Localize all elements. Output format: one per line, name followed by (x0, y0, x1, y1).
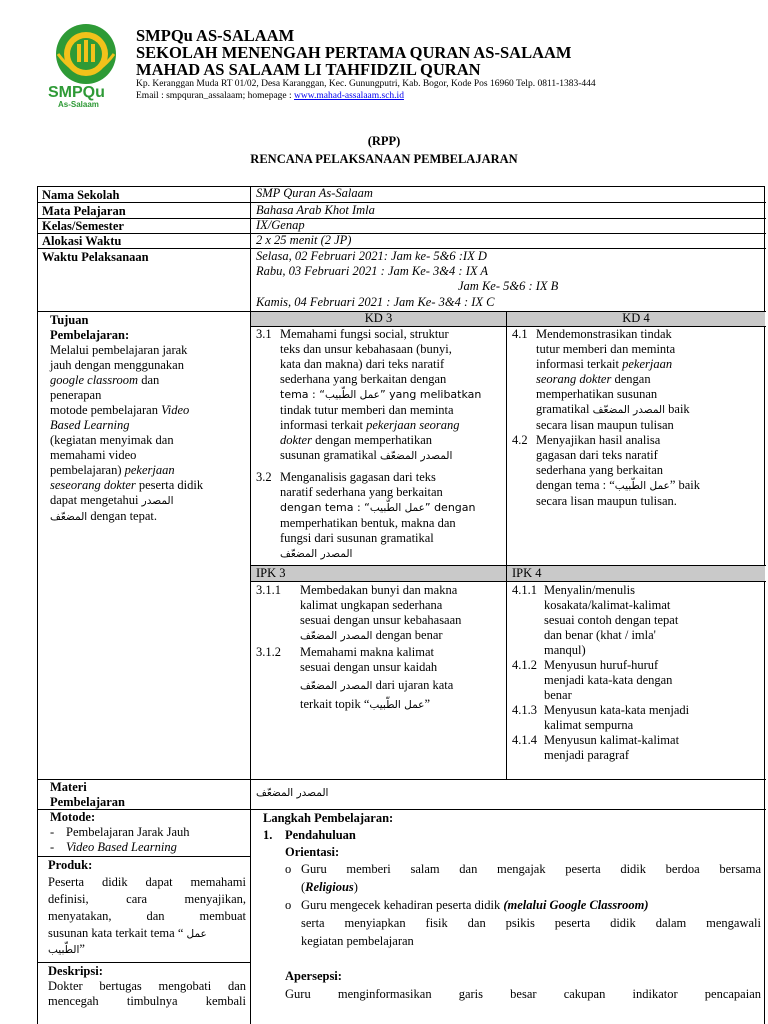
label-alokasi: Alokasi Waktu (42, 234, 122, 248)
rpp-table (37, 186, 765, 1024)
mahad-name: MAHAD AS SALAAM LI TAHFIDZIL QURAN (136, 60, 481, 79)
materi-value: المصدر المضعّف (256, 787, 329, 799)
ipk3-items: 3.1.1 Membedakan bunyi dan makna kalimat ungkapan sederhana sesuai dengan unsur kebahasaan المصدر المضعّف dengan benar 3.1.2 Memahami makna kalimat sesuai dengan unsur kaidah المصدر المضعّف dari ujaran kata terkait topik “عمل الطّبيب” (256, 583, 462, 711)
metode-section: Motode: - Pembelajaran Jarak Jauh - Video Based Learning (50, 810, 190, 854)
logo-text: SMPQu (48, 84, 105, 101)
materi-label: Materi Pembelajaran (50, 780, 125, 809)
label-nama-sekolah: Nama Sekolah (42, 188, 120, 202)
kd4-header: KD 4 (622, 311, 650, 325)
school-full-name: SEKOLAH MENENGAH PERTAMA QURAN AS-SALAAM (136, 43, 572, 62)
school-short-name: SMPQu AS-SALAAM (136, 26, 295, 45)
tujuan-pembelajaran: Tujuan Pembelajaran: Melalui pembelajaran jarak jauh dengan menggunakan google classroom dan penerapan motode pembelajaran Video Based Learning (kegiatan menyimak dan memahami video pembelajaran) pekerjaan seseorang dokter peserta didik dapat mengetahui المصدر المضعّف dengan tepat. (50, 313, 204, 523)
school-contact: Email : smpquran_assalaam; homepage : www.mahad-assalaam.sch.id (136, 91, 404, 101)
deskripsi-section: Deskripsi: Dokter bertugas mengobati dan mencegah timbulnya kembali (48, 964, 246, 1008)
school-address: Kp. Keranggan Muda RT 01/02, Desa Karanggan, Kec. Gunungputri, Kab. Bogor, Kode Pos 16960 Telp. 0811-1383-444 (136, 79, 596, 89)
waktu-line-3: Jam Ke- 5&6 : IX B (458, 279, 559, 293)
label-waktu: Waktu Pelaksanaan (42, 250, 149, 264)
value-nama-sekolah: SMP Quran As-Salaam (256, 186, 373, 200)
kd4-content: 4.1 Mendemonstrasikan tindak tutur memberi dan meminta informasi terkait pekerjaan seorang dokter dengan memperhatikan susunan gramatikal المصدر المضعّف baik secara lisan maupun tulisan 4.2 Menyajikan hasil analisa gagasan dari teks naratif sederhana yang berkaitan dengan tema : “عمل الطّبيب” baik secara lisan maupun tulisan. (512, 327, 701, 508)
ipk4-header: IPK 4 (512, 566, 542, 580)
langkah-pembelajaran: Langkah Pembelajaran: 1. Pendahuluan Orientasi: o Guru memberi salam dan mengajak peserta didik berdoa bersama (Religious) o Guru mengecek kehadiran peserta didik (melalui Google Classroom) serta menyiapkan fisik dan psikis peserta didik dalam mengawali kegiatan pembelajaran Apersepsi: Guru menginformasikan garis besar cakupan indikator pencapaian (263, 811, 761, 1002)
waktu-line-1: Selasa, 02 Februari 2021: Jam ke- 5&6 :IX D (256, 249, 487, 263)
doc-title: RENCANA PELAKSANAAN PEMBELAJARAN (250, 152, 518, 166)
value-mata-pelajaran: Bahasa Arab Khot Imla (256, 203, 375, 217)
value-alokasi: 2 x 25 menit (2 JP) (256, 233, 352, 247)
letterhead (46, 22, 746, 108)
kd3-header: KD 3 (364, 311, 393, 325)
ipk4-items: 4.1.1 Menyalin/menulis kosakata/kalimat-kalimat sesuai contoh dengan tepat dan benar (khat / imla' manqul) 4.1.2 Menyusun huruf-huruf menjadi kata-kata dengan benar 4.1.3 Menyusun kata-kata menjadi kalimat sempurna 4.1.4 Menyusun kalimat-kalimat menjadi paragraf (512, 583, 690, 762)
produk-section: Produk: Peserta didik dapat memahami definisi, cara menyajikan, menyatakan, dan membuat susunan kata terkait tema “ عمل الطّبيب” (48, 858, 246, 956)
doc-rpp: (RPP) (367, 134, 401, 148)
waktu-line-4: Kamis, 04 Februari 2021 : Jam Ke- 3&4 : IX C (256, 295, 495, 309)
ipk3-header: IPK 3 (256, 566, 286, 580)
kd3-content: 3.1 Memahami fungsi social, struktur teks dan unsur kebahasaan (bunyi, kata dan makna) dari teks naratif sederhana yang berkaitan dengan tema : “عمل الطّبيب” yang melibatkan tindak tutur memberi dan meminta informasi terkait pekerjaan seorang dokter dengan memperhatikan susunan gramatikal المصدر المضعّف 3.2 Menganalisis gagasan dari teks naratif sederhana yang berkaitan dengan tema : “عمل الطّبيب” dengan memperhatikan bentuk, makna dan fungsi dari susunan gramatikal المصدر المضعّف (256, 327, 482, 560)
logo-subtext: As-Salaam (58, 100, 99, 108)
label-mata-pelajaran: Mata Pelajaran (42, 204, 126, 218)
waktu-line-2: Rabu, 03 Februari 2021 : Jam Ke- 3&4 : IX A (256, 264, 489, 278)
label-kelas: Kelas/Semester (42, 219, 124, 233)
value-kelas: IX/Genap (256, 218, 305, 232)
homepage-link[interactable]: www.mahad-assalaam.sch.id (294, 91, 404, 101)
school-logo (46, 22, 126, 108)
